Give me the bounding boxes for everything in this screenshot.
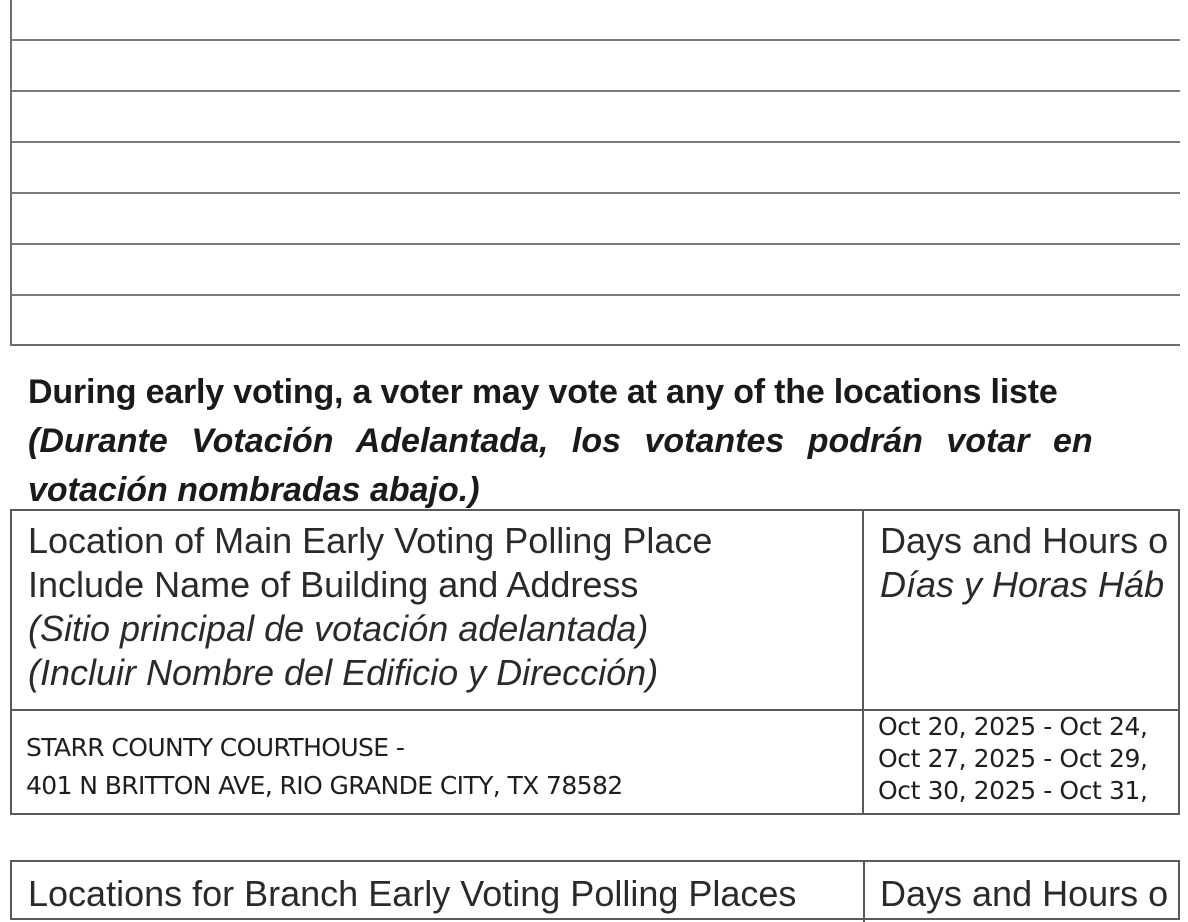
location-header-title: Location of Main Early Voting Polling Place bbox=[28, 520, 713, 561]
hours-header-title: Days and Hours o bbox=[880, 520, 1169, 561]
dates-cell bbox=[863, 710, 1179, 814]
notice-spanish-line2: votación nombradas abajo.) bbox=[28, 471, 480, 509]
location-cell bbox=[11, 710, 863, 814]
rule-line bbox=[12, 192, 1180, 194]
branch-hours-header: Days and Hours o bbox=[880, 873, 1169, 914]
date-range: Oct 20, 2025 - Oct 24, bbox=[878, 712, 1148, 741]
date-range: Oct 27, 2025 - Oct 29, bbox=[878, 744, 1148, 773]
table-row bbox=[11, 710, 1179, 814]
main-early-voting-table bbox=[10, 509, 1180, 815]
notice-spanish-line1: (Durante Votación Adelantada, los votantes podrán votar en bbox=[28, 422, 1093, 460]
early-voting-notice bbox=[28, 368, 1188, 514]
rule-line bbox=[12, 39, 1180, 41]
hours-header-cell bbox=[863, 510, 1179, 710]
notice-english: During early voting, a voter may vote at any of the locations liste bbox=[28, 373, 1058, 411]
rule-line bbox=[12, 294, 1180, 296]
location-header-spanish-title: (Sitio principal de votación adelantada) bbox=[28, 608, 649, 649]
table-header-row bbox=[11, 510, 1179, 710]
date-range: Oct 30, 2025 - Oct 31, bbox=[878, 776, 1148, 805]
rule-line bbox=[12, 141, 1180, 143]
table-divider bbox=[863, 862, 865, 922]
rule-line bbox=[12, 243, 1180, 245]
location-header-subtitle: Include Name of Building and Address bbox=[28, 564, 639, 605]
hours-header-spanish: Días y Horas Háb bbox=[880, 564, 1165, 605]
location-header-cell bbox=[11, 510, 863, 710]
ruled-lines-block bbox=[10, 0, 1180, 346]
rule-line bbox=[12, 90, 1180, 92]
location-name: STARR COUNTY COURTHOUSE - bbox=[26, 733, 405, 762]
location-address: 401 N BRITTON AVE, RIO GRANDE CITY, TX 78582 bbox=[26, 771, 623, 800]
branch-early-voting-table bbox=[10, 860, 1180, 920]
location-header-spanish-subtitle: (Incluir Nombre del Edificio y Dirección) bbox=[28, 652, 659, 693]
branch-location-header: Locations for Branch Early Voting Polling Places bbox=[28, 873, 797, 914]
